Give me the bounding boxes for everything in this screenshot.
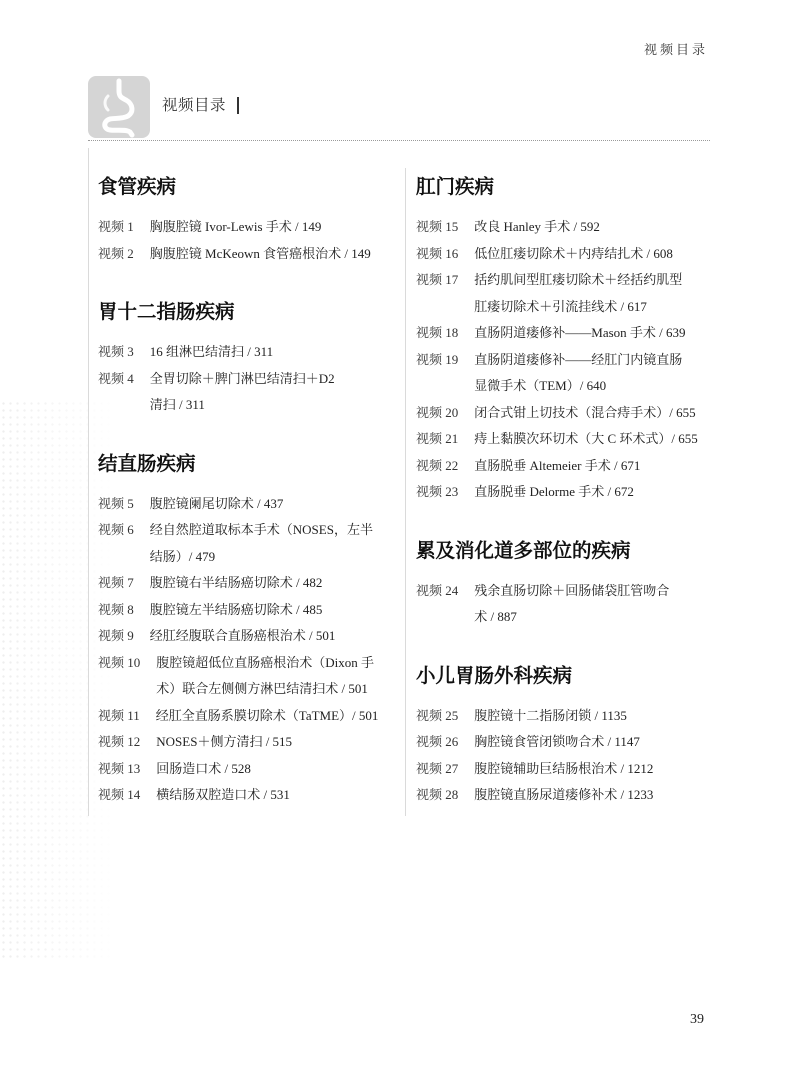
entry-title: [474, 400, 695, 427]
entry-title-line: 改良 Hanley 手术 / 592: [474, 219, 600, 234]
header-dotted-rule: [88, 140, 710, 141]
section-heading: 肛门疾病: [416, 177, 495, 198]
toc-entry: [98, 703, 398, 730]
video-label: 视频 11: [98, 707, 140, 723]
entry-title-line: 回肠造口术 / 528: [156, 760, 251, 776]
entry-title: [474, 267, 682, 320]
video-label: 视频 18: [416, 325, 459, 340]
toc-entry: [416, 479, 708, 506]
video-label: 视频 25: [416, 707, 459, 723]
video-label: 视频 8: [98, 601, 134, 617]
toc-entry: [98, 782, 398, 809]
video-label: 视频 26: [416, 734, 459, 749]
entry-title: [474, 782, 653, 809]
entry-title: [150, 623, 336, 650]
left-column-rule: [88, 148, 89, 816]
entry-title-line: 全胃切除＋脾门淋巴结清扫＋D2: [149, 370, 335, 386]
entry-title-line: 腹腔镜右半结肠癌切除术 / 482: [149, 575, 323, 590]
entry-title-line: 经肛全直肠系膜切除术（TaTME）/ 501: [155, 707, 379, 723]
toc-entry: [416, 426, 708, 453]
entry-title-line: 16 组淋巴结清扫 / 311: [149, 344, 274, 359]
toc-entry: [416, 453, 708, 480]
entry-title-line: 腹腔镜十二指肠闭锁 / 1135: [474, 707, 627, 723]
section-heading: 食管疾病: [98, 177, 177, 198]
toc-entry: [416, 703, 708, 730]
toc-entry: [416, 782, 708, 809]
entry-title-line: 经肛经腹联合直肠癌根治术 / 501: [149, 628, 336, 643]
entry-title: [156, 650, 374, 703]
toc-entry: [416, 400, 708, 427]
entry-title-line: 术 / 887: [474, 609, 517, 624]
entry-title: [150, 366, 335, 419]
toc-entry: [98, 517, 398, 570]
video-label: 视频 28: [416, 787, 459, 802]
entry-title: [150, 339, 273, 366]
entry-title: [150, 517, 373, 570]
entry-title-line: 清扫 / 311: [149, 397, 205, 412]
entry-title-line: 胸腹腔镜 Ivor-Lewis 手术 / 149: [149, 219, 322, 234]
entry-title-line: 残余直肠切除＋回肠储袋肛管吻合: [474, 582, 670, 598]
video-label: 视频 15: [416, 219, 459, 234]
video-label: 视频 23: [416, 484, 459, 499]
entry-title: [474, 426, 698, 453]
video-label: 视频 9: [98, 628, 134, 643]
section-heading: 结直肠疾病: [98, 453, 196, 475]
video-label: 视频 22: [416, 457, 459, 473]
toc-entry: [416, 241, 708, 268]
entry-title: [156, 703, 379, 730]
digestive-tract-icon: [88, 76, 150, 138]
right-column: [416, 175, 708, 809]
entry-title-line: 胸腔镜食管闭锁吻合术 / 1147: [474, 734, 640, 749]
toc-entry: [98, 339, 398, 366]
entry-title: [474, 729, 640, 756]
entry-title: [474, 214, 600, 241]
page-title: 视频目录: [162, 97, 227, 114]
toc-entry: [98, 366, 398, 419]
entry-title-line: 横结肠双腔造口术 / 531: [156, 787, 290, 802]
entry-title-line: 腹腔镜超低位直肠癌根治术（Dixon 手: [156, 654, 375, 670]
entry-title-line: 腹腔镜左半结肠癌切除术 / 485: [149, 601, 323, 617]
video-label: 视频 14: [98, 787, 141, 802]
toc-section: [416, 539, 708, 631]
entry-title-line: 直肠阴道瘘修补——Mason 手术 / 639: [474, 325, 686, 340]
video-label: 视频 24: [416, 582, 459, 598]
entry-title-line: 经自然腔道取标本手术（NOSES，左半: [149, 522, 373, 537]
toc-entry: [416, 267, 708, 320]
page-number: 39: [690, 1012, 704, 1027]
video-label: 视频 16: [416, 245, 459, 261]
toc-entry: [416, 756, 708, 783]
video-label: 视频 12: [98, 734, 141, 749]
video-label: 视频 7: [98, 575, 134, 590]
entry-title: [474, 453, 640, 480]
video-label: 视频 19: [416, 351, 459, 367]
toc-section: [416, 664, 708, 809]
toc-entry: [98, 650, 398, 703]
entry-title: [156, 782, 290, 809]
left-column: [98, 175, 398, 809]
video-label: 视频 1: [98, 219, 134, 234]
entry-title: [156, 729, 292, 756]
video-label: 视频 21: [416, 431, 459, 446]
entry-title-line: 胸腹腔镜 McKeown 食管癌根治术 / 149: [149, 245, 371, 261]
toc-entry: [98, 729, 398, 756]
entry-title: [150, 491, 284, 518]
entry-title: [150, 570, 323, 597]
entry-title: [150, 597, 323, 624]
video-label: 视频 4: [98, 370, 134, 386]
video-label: 视频 3: [98, 344, 134, 359]
video-label: 视频 6: [98, 522, 134, 537]
toc-section: [416, 175, 708, 506]
entry-title: [474, 347, 682, 400]
toc-entry: [416, 214, 708, 241]
entry-title: [474, 756, 653, 783]
entry-title-line: 腹腔镜阑尾切除术 / 437: [149, 495, 284, 511]
entry-title: [474, 479, 634, 506]
entry-title-line: 闭合式钳上切技术（混合痔手术）/ 655: [474, 404, 696, 420]
entry-title: [474, 241, 673, 268]
entry-title-line: 术）联合左侧侧方淋巴结清扫术 / 501: [156, 681, 368, 696]
entry-title-line: 腹腔镜直肠尿道瘘修补术 / 1233: [474, 787, 654, 802]
entry-title: [150, 241, 371, 268]
toc-entry: [98, 597, 398, 624]
entry-title-line: 结肠）/ 479: [149, 548, 216, 564]
section-heading: 累及消化道多部位的疾病: [416, 540, 631, 562]
toc-section: [98, 175, 398, 267]
toc-entry: [98, 491, 398, 518]
entry-title-line: NOSES＋侧方清扫 / 515: [156, 734, 293, 749]
video-label: 视频 2: [98, 245, 134, 261]
entry-title: [474, 703, 627, 730]
entry-title: [474, 578, 669, 631]
middle-column-rule: [405, 168, 406, 816]
toc-entry: [416, 729, 708, 756]
entry-title-line: 痔上黏膜次环切术（大 C 环术式）/ 655: [474, 431, 698, 446]
video-label: 视频 13: [98, 760, 141, 776]
toc-entry: [416, 347, 708, 400]
entry-title: [150, 214, 322, 241]
toc-section: [98, 452, 398, 809]
video-label: 视频 27: [416, 760, 459, 776]
toc-entry: [98, 756, 398, 783]
video-label: 视频 17: [416, 272, 459, 287]
toc-entry: [98, 570, 398, 597]
entry-title-line: 直肠阴道瘘修补——经肛门内镜直肠: [474, 351, 683, 367]
toc-entry: [98, 623, 398, 650]
section-heading: 胃十二指肠疾病: [98, 302, 235, 323]
video-label: 视频 5: [98, 495, 134, 511]
toc-entry: [98, 241, 398, 268]
toc-section: [98, 300, 398, 419]
entry-title-line: 直肠脱垂 Delorme 手术 / 672: [474, 484, 634, 499]
toc-entry: [416, 320, 708, 347]
entry-title-line: 腹腔镜辅助巨结肠根治术 / 1212: [474, 760, 654, 776]
section-heading: 小儿胃肠外科疾病: [416, 665, 573, 687]
entry-title-line: 肛瘘切除术＋引流挂线术 / 617: [474, 298, 647, 314]
video-label: 视频 10: [98, 654, 141, 670]
entry-title: [474, 320, 685, 347]
entry-title-line: 括约肌间型肛瘘切除术＋经括约肌型: [474, 272, 683, 287]
entry-title-line: 直肠脱垂 Altemeier 手术 / 671: [474, 457, 641, 473]
toc-entry: [416, 578, 708, 631]
entry-title: [156, 756, 251, 783]
entry-title-line: 显微手术（TEM）/ 640: [474, 378, 607, 393]
running-header: 视频目录: [643, 42, 708, 57]
title-divider: [237, 97, 239, 114]
entry-title-line: 低位肛瘘切除术＋内痔结扎术 / 608: [474, 245, 673, 261]
toc-entry: [98, 214, 398, 241]
video-label: 视频 20: [416, 404, 459, 420]
